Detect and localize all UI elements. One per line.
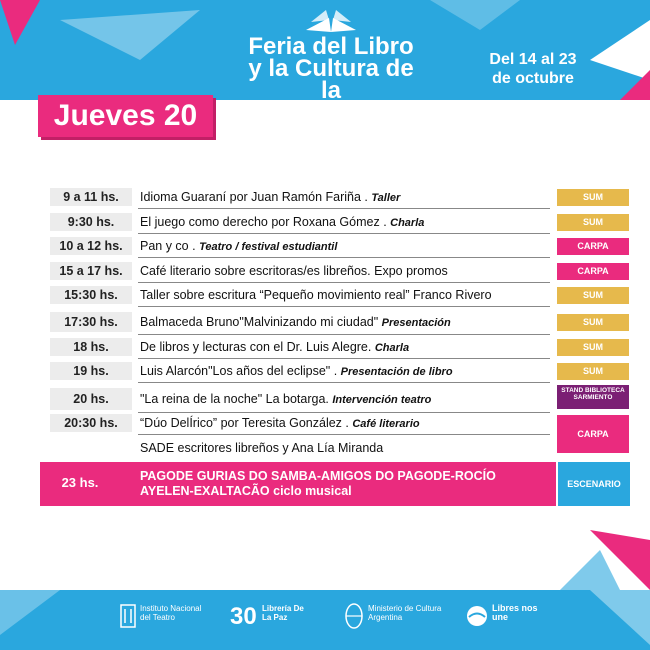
venue-badge: SUM — [557, 189, 629, 206]
schedule-title: El juego como derecho por Roxana Gómez . — [140, 215, 391, 229]
highlight-text — [140, 469, 550, 499]
schedule-title: Luis Alarcón"Los años del eclipse" . — [140, 364, 341, 378]
logo-line-2: y la Cultura de la — [248, 55, 414, 104]
svg-text:30: 30 — [230, 603, 257, 630]
libres-logo-icon — [465, 604, 489, 628]
row-separator — [138, 208, 550, 209]
sponsor-libreria: Librería De La Paz — [262, 604, 304, 622]
schedule-title: “Dúo DelÍrico” por Teresita González . — [140, 416, 353, 430]
venue-badge: SUM — [557, 363, 629, 380]
logo-line-1: Feria del Libro — [248, 33, 414, 60]
argentina-shield-icon — [345, 602, 363, 630]
schedule-item — [140, 262, 600, 280]
footer-decoration — [0, 590, 650, 650]
row-separator — [138, 358, 550, 359]
venue-badge: CARPA — [557, 238, 629, 255]
schedule-kind: Charla — [374, 342, 410, 354]
highlight-time: 23 hs. — [61, 475, 99, 490]
schedule-time: 15 a 17 hs. — [50, 262, 132, 280]
schedule-time: 15:30 hs. — [50, 286, 132, 304]
schedule-time: 17:30 hs. — [50, 312, 132, 332]
schedule-time: 20:30 hs. — [50, 414, 132, 432]
highlight-band — [40, 462, 556, 506]
venue-badge: SUM — [557, 339, 629, 356]
schedule-kind: Intervención teatro — [332, 394, 432, 406]
venue-badge: SUM — [557, 287, 629, 304]
row-separator — [138, 434, 550, 435]
venue-badge: CARPA — [557, 263, 629, 280]
schedule-time: 10 a 12 hs. — [50, 237, 132, 255]
schedule-kind: Charla — [390, 217, 425, 229]
sponsor-ministerio: Ministerio de Cultura Argentina — [368, 604, 442, 622]
logo-line-3: Frontera 2022 — [278, 102, 384, 118]
row-separator — [138, 382, 550, 383]
row-separator — [138, 306, 550, 307]
day-title: Jueves 20 — [38, 95, 213, 137]
schedule-title: "La reina de la noche" La botarga. — [140, 392, 333, 406]
schedule-kind: Presentación — [381, 317, 451, 329]
schedule-title: Pan y co . — [140, 239, 200, 253]
venue-badge: SUM — [557, 214, 629, 231]
schedule-time: 9 a 11 hs. — [50, 188, 132, 206]
schedule-item — [140, 362, 600, 381]
venue-badge: STAND BIBLIOTECA SARMIENTO — [557, 385, 629, 409]
venue-badge: CARPA — [557, 415, 629, 453]
schedule-kind: Taller — [371, 192, 401, 204]
dates-line-1: Del 14 al 23 — [489, 51, 577, 68]
schedule-title: Balmaceda Bruno"Malvinizando mi ciudad" — [140, 315, 382, 329]
schedule-title: SADE escritores libreños y Ana Lía Miranda — [140, 441, 384, 455]
sponsor-libres: Libres nos une — [492, 603, 538, 622]
schedule-title: Café literario sobre escritoras/es libreños. Expo promos — [140, 264, 448, 278]
schedule-kind: Presentación de libro — [340, 366, 453, 378]
venue-badge-escenario: ESCENARIO — [558, 462, 630, 506]
schedule-item — [140, 188, 600, 207]
schedule-time: 20 hs. — [50, 388, 132, 410]
schedule-item — [140, 338, 600, 357]
schedule-item — [140, 312, 600, 333]
schedule-kind: Café literario — [352, 418, 420, 430]
schedule-title: De libros y lecturas con el Dr. Luis Alegre. — [140, 340, 375, 354]
schedule-item — [140, 213, 600, 232]
schedule-item — [140, 414, 600, 433]
sponsors-footer — [0, 590, 650, 650]
row-separator — [138, 257, 550, 258]
highlight-line-2: AYELEN-EXALTACÃO ciclo musical — [140, 484, 352, 498]
fair-dates — [478, 50, 588, 88]
schedule-time: 18 hs. — [50, 338, 132, 356]
row-separator — [138, 412, 550, 413]
schedule-item — [140, 237, 600, 256]
row-separator — [138, 282, 550, 283]
book-icon — [301, 8, 361, 34]
anniversary-30-icon — [230, 602, 260, 630]
row-separator — [138, 334, 550, 335]
schedule-title: Idioma Guaraní por Juan Ramón Fariña . — [140, 190, 372, 204]
schedule-kind: Teatro / festival estudiantil — [199, 241, 338, 253]
sponsor-teatro: Instituto Nacional del Teatro — [140, 604, 202, 622]
row-separator — [138, 233, 550, 234]
schedule-item — [140, 439, 600, 457]
venue-badge: SUM — [557, 314, 629, 331]
fair-logo — [246, 8, 416, 118]
schedule-title: Taller sobre escritura “Pequeño movimiento real” Franco Rivero — [140, 288, 492, 302]
highlight-line-1: PAGODE GURIAS DO SAMBA-AMIGOS DO PAGODE-ROCÍO — [140, 469, 496, 483]
schedule-time: 19 hs. — [50, 362, 132, 380]
schedule-time: 9:30 hs. — [50, 213, 132, 231]
theatre-institute-icon — [120, 604, 136, 628]
schedule-item — [140, 286, 600, 304]
dates-line-2: de octubre — [492, 70, 574, 87]
schedule-item — [140, 388, 600, 411]
